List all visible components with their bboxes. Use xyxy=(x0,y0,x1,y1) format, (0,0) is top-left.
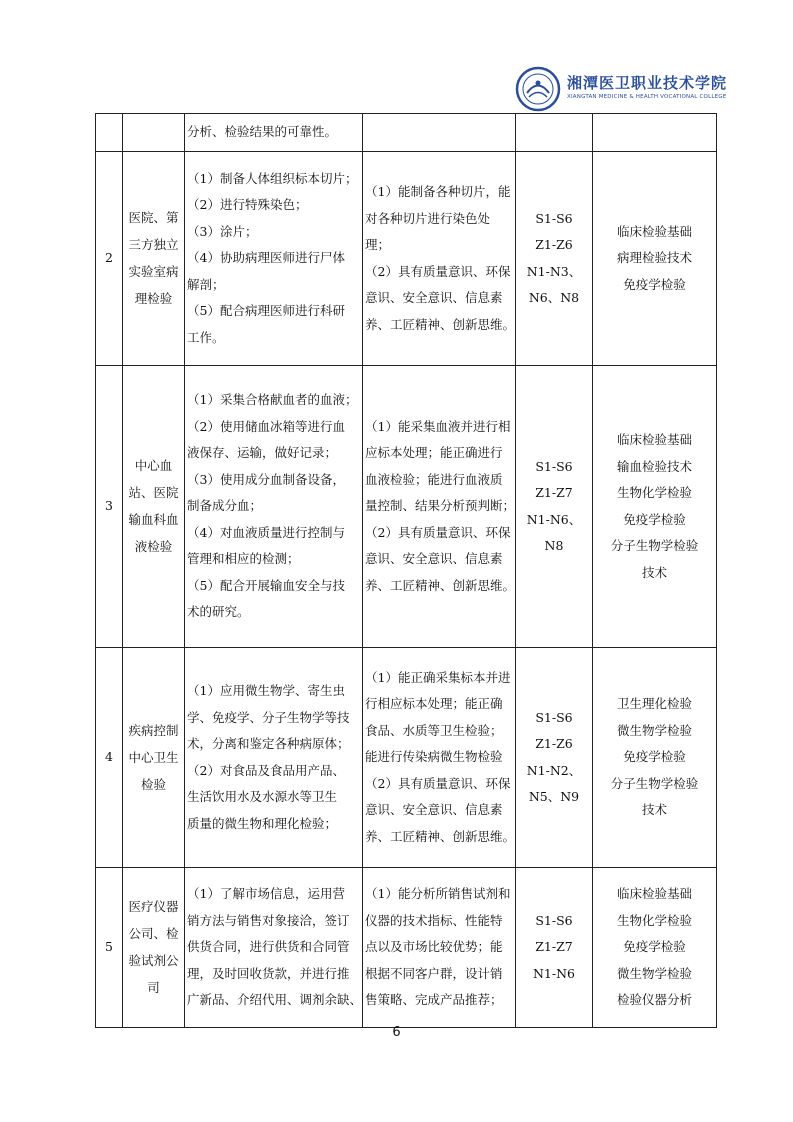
task-line: 质量的微生物和理化检验； xyxy=(187,815,338,831)
competency-code: Z1-Z6 xyxy=(535,237,573,252)
courses-cell xyxy=(593,366,717,648)
course-name: 微生物学检验 xyxy=(616,965,692,981)
skill-line: （1）能分析所销售试剂和 xyxy=(365,886,511,902)
tasks-cell xyxy=(185,114,363,152)
course-name: 免疫学检验 xyxy=(623,939,686,955)
competency-code: S1-S6 xyxy=(535,709,573,725)
college-name: 湘潭医卫职业技术学院 xyxy=(567,74,728,92)
task-line: 理，及时回收货款，并进行推 xyxy=(187,965,350,981)
table-row xyxy=(96,648,717,868)
skill-line: （2）具有质量意识、环保 xyxy=(365,524,511,540)
task-line: 分析、检验结果的可靠性。 xyxy=(187,124,338,140)
task-line: （2）对食品及食品用产品、 xyxy=(187,762,345,778)
row-number-cell xyxy=(96,868,123,1028)
task-line: 液保存、运输，做好记录； xyxy=(187,445,338,461)
skill-line: 血液检验；能进行血液质 xyxy=(365,471,503,487)
workplace-name: 中心血站、医院输血科血液检验 xyxy=(128,458,179,555)
competency-code: S1-S6 xyxy=(535,458,573,474)
competency-code: S1-S6 xyxy=(535,210,573,226)
task-line: 广新品、介绍代用、调剂余缺、 xyxy=(187,992,363,1008)
codes-cell xyxy=(516,114,593,152)
codes-cell xyxy=(516,868,593,1028)
tasks-cell xyxy=(185,366,363,648)
competency-code: N1-N2、 xyxy=(526,762,582,778)
row-number: 3 xyxy=(105,498,113,514)
skill-line: 行相应标本处理；能正确 xyxy=(365,696,503,712)
course-name: 病理检验技术 xyxy=(616,250,692,266)
courses-cell xyxy=(593,152,717,366)
tasks-cell xyxy=(185,868,363,1028)
task-line: （3）使用成分血制备设备， xyxy=(187,471,345,487)
competency-code: N8 xyxy=(544,538,564,553)
competency-code: N1-N6 xyxy=(532,965,575,981)
table-row xyxy=(96,152,717,366)
task-line: （5）配合开展输血安全与技 xyxy=(187,577,345,593)
competency-code: N1-N6、 xyxy=(526,511,582,527)
competency-code: Z1-Z7 xyxy=(535,939,573,955)
course-name: 临床检验基础 xyxy=(616,223,692,239)
page-number: 6 xyxy=(392,1025,401,1040)
task-line: （2）使用储血冰箱等进行血 xyxy=(187,418,345,434)
task-line: 生活饮用水及水源水等卫生 xyxy=(187,789,338,804)
skills-cell xyxy=(363,366,516,648)
skill-line: 意识、安全意识、信息素 xyxy=(365,290,503,305)
skill-line: 点以及市场比较优势；能 xyxy=(365,939,503,955)
task-line: 供货合同，进行供货和合同管 xyxy=(187,939,350,955)
skill-line: 养、工匠精神、创新思维。 xyxy=(365,577,516,593)
course-name: 免疫学检验 xyxy=(623,749,686,765)
course-name: 免疫学检验 xyxy=(623,276,686,292)
skill-line: （1）能制备各种切片，能 xyxy=(365,184,511,199)
skill-line: （2）具有质量意识、环保 xyxy=(365,263,511,279)
skills-cell xyxy=(363,868,516,1028)
skill-line: 对各种切片进行染色处 xyxy=(365,210,491,226)
table-row xyxy=(96,868,717,1028)
workplace-name: 疾病控制中心卫生检验 xyxy=(128,722,179,792)
table-row xyxy=(96,366,717,648)
competency-code: Z1-Z7 xyxy=(535,485,573,500)
task-line: 管理和相应的检测； xyxy=(187,551,300,567)
course-name: 技术 xyxy=(641,564,667,580)
course-name: 技术 xyxy=(641,802,667,818)
course-name: 免疫学检验 xyxy=(623,511,686,527)
task-line: （1）采集合格献血者的血液； xyxy=(187,392,358,408)
workplace-cell xyxy=(123,868,185,1028)
college-name-en: XIANGTAN MEDICINE & HEALTH VOCATIONAL COLLEGE xyxy=(567,94,727,100)
workplace-cell xyxy=(123,114,185,152)
workplace-cell xyxy=(123,152,185,366)
skills-cell xyxy=(363,152,516,366)
course-name: 临床检验基础 xyxy=(616,886,692,902)
competency-code: N5、N9 xyxy=(528,789,580,804)
skills-cell xyxy=(363,648,516,868)
page-header xyxy=(515,66,728,114)
skill-line: （1）能采集血液并进行相 xyxy=(365,418,511,434)
task-line: （2）进行特殊染色； xyxy=(187,197,308,213)
skills-cell xyxy=(363,114,516,152)
task-line: 术，分离和鉴定各种病原体； xyxy=(187,736,350,751)
task-line: （1）了解市场信息，运用营 xyxy=(187,886,345,902)
task-line: 解剖； xyxy=(187,276,225,292)
tasks-cell xyxy=(185,648,363,868)
task-line: 工作。 xyxy=(187,329,225,345)
codes-cell xyxy=(516,366,593,648)
workplace-name: 医院、第三方独立实验室病理检验 xyxy=(128,210,179,307)
task-line: （1）应用微生物学、寄生虫 xyxy=(187,683,345,698)
skill-line: 养、工匠精神、创新思维。 xyxy=(365,828,516,844)
competency-code: Z1-Z6 xyxy=(535,736,573,751)
course-name: 检验仪器分析 xyxy=(616,992,692,1008)
row-number-cell xyxy=(96,648,123,868)
courses-cell xyxy=(593,114,717,152)
skill-line: 能进行传染病微生物检验 xyxy=(365,749,503,765)
row-number-cell xyxy=(96,152,123,366)
course-name: 分子生物学检验 xyxy=(610,775,699,791)
task-line: 术的研究。 xyxy=(187,604,250,620)
task-line: （4）协助病理医师进行尸体 xyxy=(187,250,345,266)
skill-line: 意识、安全意识、信息素 xyxy=(365,551,503,567)
course-name: 分子生物学检验 xyxy=(610,538,699,553)
skill-line: 仪器的技术指标、性能特 xyxy=(365,912,503,928)
course-name: 临床检验基础 xyxy=(616,432,692,447)
skill-line: 根据不同客户群，设计销 xyxy=(365,965,503,981)
competency-code: N1-N3、 xyxy=(526,263,582,279)
job-task-table xyxy=(95,113,717,1028)
course-name: 微生物学检验 xyxy=(616,722,692,738)
course-name: 生物化学检验 xyxy=(616,485,692,500)
skill-line: （2）具有质量意识、环保 xyxy=(365,775,511,791)
college-seal-icon xyxy=(515,66,561,112)
row-number: 2 xyxy=(105,250,113,266)
skill-line: 食品、水质等卫生检验； xyxy=(365,722,503,738)
skill-line: 理； xyxy=(365,237,391,252)
table-row xyxy=(96,114,717,152)
courses-cell xyxy=(593,868,717,1028)
row-number: 4 xyxy=(105,749,113,765)
skill-line: （1）能正确采集标本并进 xyxy=(365,669,511,685)
skill-line: 意识、安全意识、信息素 xyxy=(365,802,503,818)
task-line: 销方法与销售对象接洽，签订 xyxy=(187,912,350,928)
skill-line: 量控制、结果分析预判断； xyxy=(365,498,516,514)
row-number: 5 xyxy=(105,939,113,955)
course-name: 卫生理化检验 xyxy=(616,696,692,712)
codes-cell xyxy=(516,648,593,868)
task-line: 学、免疫学、分子生物学等技 xyxy=(187,709,350,725)
competency-code: N6、N8 xyxy=(528,290,580,305)
courses-cell xyxy=(593,648,717,868)
row-number-cell xyxy=(96,366,123,648)
workplace-name: 医疗仪器公司、检验试剂公司 xyxy=(128,899,179,996)
task-line: 制备成分血； xyxy=(187,498,263,514)
workplace-cell xyxy=(123,366,185,648)
workplace-cell xyxy=(123,648,185,868)
course-name: 生物化学检验 xyxy=(616,912,692,928)
skill-line: 应标本处理；能正确进行 xyxy=(365,445,503,461)
task-line: （3）涂片； xyxy=(187,223,258,239)
row-number-cell xyxy=(96,114,123,152)
skill-line: 售策略、完成产品推荐； xyxy=(365,992,503,1008)
tasks-cell xyxy=(185,152,363,366)
task-line: （1）制备人体组织标本切片； xyxy=(187,170,358,186)
codes-cell xyxy=(516,152,593,366)
task-line: （4）对血液质量进行控制与 xyxy=(187,524,345,540)
task-line: （5）配合病理医师进行科研 xyxy=(187,303,345,319)
competency-code: S1-S6 xyxy=(535,912,573,928)
skill-line: 养、工匠精神、创新思维。 xyxy=(365,316,516,332)
course-name: 输血检验技术 xyxy=(616,458,692,474)
